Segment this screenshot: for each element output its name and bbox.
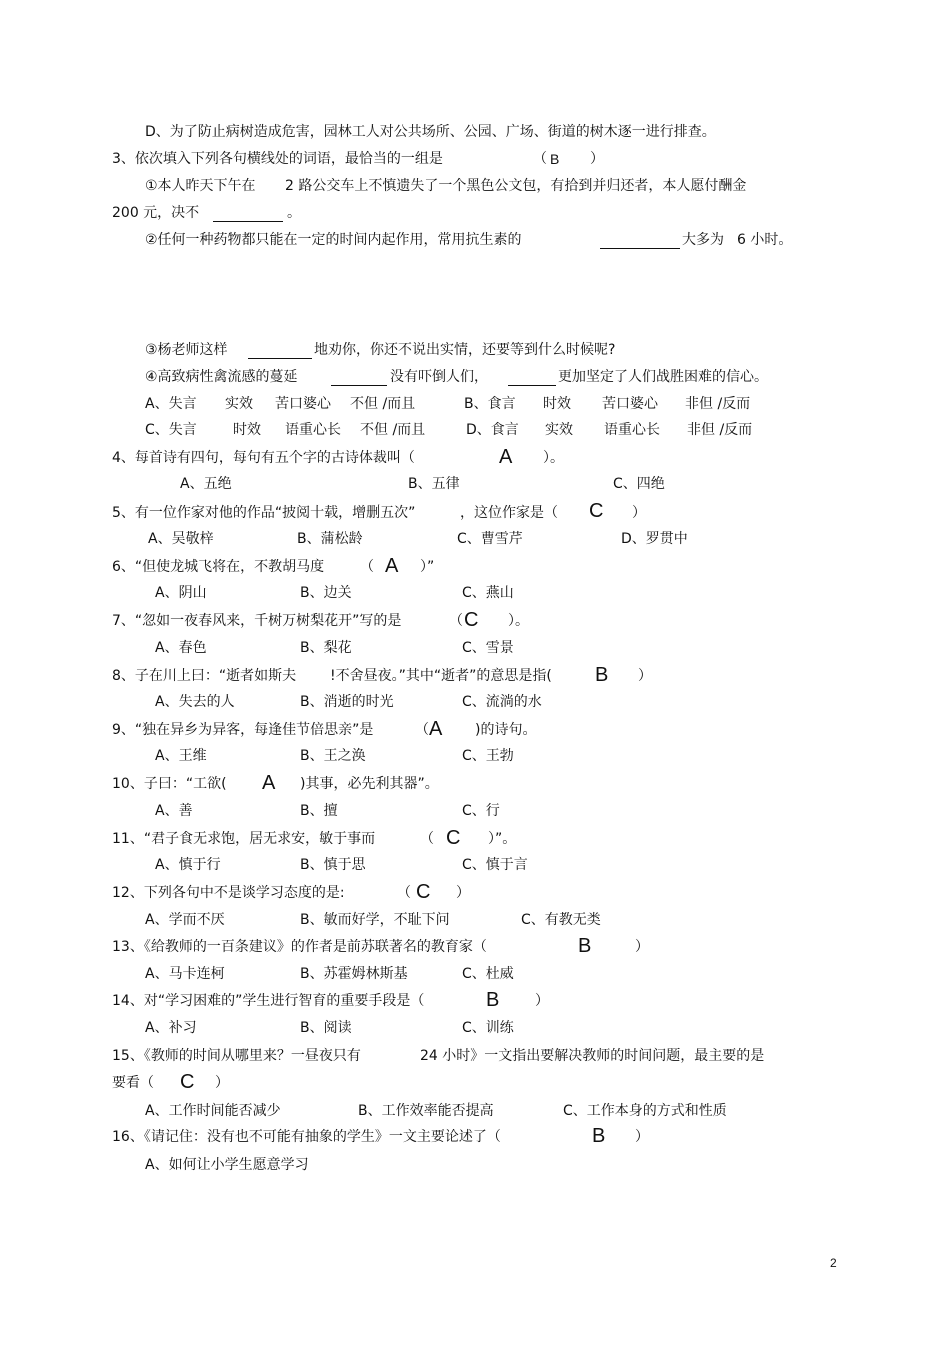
q4-opt-a: A、五绝	[180, 476, 232, 492]
q3-sentence-1c: 200 元，决不	[112, 205, 200, 221]
q6-open: （	[360, 559, 374, 575]
q9-end: )的诗句。	[475, 722, 537, 738]
q4-opt-b: B、五律	[408, 476, 460, 492]
q3-sentence-1a: ①本人昨天下午在	[145, 178, 256, 194]
q7-answer: C	[464, 609, 479, 631]
q13-opt-c: C、杜威	[462, 966, 514, 982]
q7-opt-a: A、春色	[155, 640, 207, 656]
blank-4	[331, 371, 387, 386]
question-15-stem-c: 要看（	[112, 1075, 154, 1091]
q10-end: )其事，必先利其器”。	[300, 776, 439, 792]
q4-answer: A	[499, 446, 513, 468]
q12-answer: C	[416, 881, 431, 903]
q11-open: （	[420, 831, 434, 847]
q3-sentence-3b: 地劝你，你还不说出实情，还要等到什么时候呢?	[314, 342, 616, 358]
q12-end: ）	[456, 885, 470, 901]
q8-opt-b: B、消逝的时光	[300, 694, 394, 710]
q10-opt-a: A、善	[155, 803, 193, 819]
question-16-stem: 16、《请记住：没有也不可能有抽象的学生》一文主要论述了（	[112, 1129, 501, 1145]
q8-answer: B	[595, 664, 609, 686]
question-11-stem: 11、“君子食无求饱，居无求安，敏于事而	[112, 831, 376, 847]
q3-sentence-1b: 2 路公交车上不慎遗失了一个黑色公文包，有拾到并归还者，本人愿付酬金	[285, 178, 747, 194]
blank-5	[508, 371, 556, 386]
q13-answer: B	[578, 935, 592, 957]
q3-sentence-3a: ③杨老师这样	[145, 342, 228, 358]
q14-answer: B	[486, 989, 500, 1011]
q14-opt-a: A、补习	[145, 1020, 197, 1036]
q14-opt-c: C、训练	[462, 1020, 514, 1036]
question-15-stem-a: 15、《教师的时间从哪里来？一昼夜只有	[112, 1048, 361, 1064]
q11-opt-b: B、慎于思	[300, 857, 366, 873]
q12-opt-c: C、有教无类	[521, 912, 601, 928]
option-d-line: D、为了防止病树造成危害，园林工人对公共场所、公园、广场、街道的树木逐一进行排查。	[145, 124, 716, 140]
q9-open: （	[415, 722, 429, 738]
q10-opt-b: B、擅	[300, 803, 338, 819]
q13-opt-a: A、马卡连柯	[145, 966, 225, 982]
blank-1	[213, 207, 283, 222]
q7-opt-c: C、雪景	[462, 640, 514, 656]
question-4-stem: 4、每首诗有四句，每句有五个字的古诗体裁叫（	[112, 450, 415, 466]
q3-opt-c-4: 不但 /而且	[360, 422, 426, 438]
q8-mid: !不舍昼夜。”其中“逝者”的意思是指(	[330, 668, 552, 684]
q6-answer: A	[385, 555, 399, 577]
q3-sentence-4b: 没有吓倒人们，	[390, 369, 488, 385]
q5-opt-d: D、罗贯中	[621, 531, 688, 547]
q3-opt-a-3: 苦口婆心	[275, 396, 331, 412]
q5-opt-a: A、吴敬梓	[148, 531, 214, 547]
question-14-stem: 14、对“学习困难的”学生进行智育的重要手段是（	[112, 993, 425, 1009]
q14-end: ）	[535, 993, 549, 1009]
q9-opt-c: C、王勃	[462, 748, 514, 764]
question-9-stem: 9、“独在异乡为异客，每逢佳节倍思亲”是	[112, 722, 374, 738]
q3-paren-close: ）	[590, 151, 604, 167]
q9-answer: A	[429, 718, 443, 740]
q11-answer: C	[446, 827, 461, 849]
q6-end: ）”	[420, 559, 435, 575]
q8-opt-a: A、失去的人	[155, 694, 235, 710]
q3-opt-b-2: 时效	[543, 396, 571, 412]
q3-opt-b-1: B、食言	[464, 396, 516, 412]
q16-end: ）	[635, 1129, 649, 1145]
question-5-stem: 5、有一位作家对他的作品“披阅十载，增删五次”	[112, 505, 416, 521]
q11-opt-a: A、慎于行	[155, 857, 221, 873]
question-3-stem: 3、依次填入下列各句横线处的词语，最恰当的一组是	[112, 151, 443, 167]
q3-opt-d-1: D、食言	[466, 422, 519, 438]
q3-opt-c-1: C、失言	[145, 422, 197, 438]
q5-opt-c: C、曹雪芹	[457, 531, 523, 547]
q8-end: ）	[638, 668, 652, 684]
q13-opt-b: B、苏霍姆林斯基	[300, 966, 408, 982]
q3-opt-d-4: 非但 /反而	[687, 422, 753, 438]
q12-opt-a: A、学而不厌	[145, 912, 225, 928]
q3-answer: B	[550, 151, 560, 167]
q3-opt-c-3: 语重心长	[285, 422, 341, 438]
q3-opt-a-4: 不但 /而且	[350, 396, 416, 412]
question-15-stem-b: 24 小时》一文指出要解决教师的时间问题，最主要的是	[420, 1048, 765, 1064]
q7-open: （	[449, 613, 463, 629]
q9-opt-a: A、王维	[155, 748, 207, 764]
question-6-stem: 6、“但使龙城飞将在，不教胡马度	[112, 559, 325, 575]
q12-opt-b: B、敏而好学，不耻下问	[300, 912, 450, 928]
blank-3	[248, 344, 312, 359]
q3-sentence-4a: ④高致病性禽流感的蔓延	[145, 369, 298, 385]
q12-open: （	[397, 885, 411, 901]
q3-opt-c-2: 时效	[233, 422, 261, 438]
q3-sentence-4c: 更加坚定了人们战胜困难的信心。	[558, 369, 768, 385]
page-number: 2	[830, 1256, 837, 1270]
q15-opt-a: A、工作时间能否减少	[145, 1103, 281, 1119]
q6-opt-b: B、边关	[300, 585, 352, 601]
q15-end: ）	[215, 1075, 229, 1091]
q10-answer: A	[262, 772, 276, 794]
q3-sentence-2c: 6 小时。	[737, 232, 793, 248]
q3-opt-b-4: 非但 /反而	[685, 396, 751, 412]
q16-answer: B	[592, 1125, 606, 1147]
q15-opt-c: C、工作本身的方式和性质	[563, 1103, 727, 1119]
q3-sentence-1d: 。	[287, 205, 301, 221]
question-8-stem: 8、子在川上曰：“逝者如斯夫	[112, 668, 297, 684]
q15-opt-b: B、工作效率能否提高	[358, 1103, 494, 1119]
q15-answer: C	[180, 1071, 195, 1093]
q3-opt-a-1: A、失言	[145, 396, 197, 412]
q11-end: ）”。	[488, 831, 517, 847]
q3-opt-d-2: 实效	[545, 422, 573, 438]
q14-opt-b: B、阅读	[300, 1020, 352, 1036]
q3-sentence-2a: ②任何一种药物都只能在一定的时间内起作用，常用抗生素的	[145, 232, 522, 248]
q6-opt-a: A、阴山	[155, 585, 207, 601]
q5-answer: C	[589, 500, 604, 522]
q3-opt-a-2: 实效	[225, 396, 253, 412]
q7-opt-b: B、梨花	[300, 640, 352, 656]
q3-paren-open: （	[533, 151, 547, 167]
q3-opt-d-3: 语重心长	[604, 422, 660, 438]
q3-sentence-2b: 大多为	[682, 232, 724, 248]
q5-opt-b: B、蒲松龄	[297, 531, 363, 547]
blank-2	[600, 234, 680, 249]
q5-mid: ，这位作家是（	[460, 505, 558, 521]
question-12-stem: 12、下列各句中不是谈学习态度的是:	[112, 885, 345, 901]
q7-end: ）。	[508, 613, 529, 629]
q4-end: ）。	[543, 450, 564, 466]
q13-end: ）	[635, 939, 649, 955]
q10-opt-c: C、行	[462, 803, 500, 819]
q9-opt-b: B、王之涣	[300, 748, 366, 764]
question-13-stem: 13、《给教师的一百条建议》的作者是前苏联著名的教育家（	[112, 939, 487, 955]
q6-opt-c: C、燕山	[462, 585, 514, 601]
q4-opt-c: C、四绝	[613, 476, 665, 492]
question-10-stem: 10、子曰：“工欲(	[112, 776, 227, 792]
q3-opt-b-3: 苦口婆心	[602, 396, 658, 412]
q5-end: ）	[632, 505, 646, 521]
q16-opt-a: A、如何让小学生愿意学习	[145, 1157, 309, 1173]
question-7-stem: 7、“忽如一夜春风来，千树万树梨花开”写的是	[112, 613, 402, 629]
q11-opt-c: C、慎于言	[462, 857, 528, 873]
q8-opt-c: C、流淌的水	[462, 694, 542, 710]
